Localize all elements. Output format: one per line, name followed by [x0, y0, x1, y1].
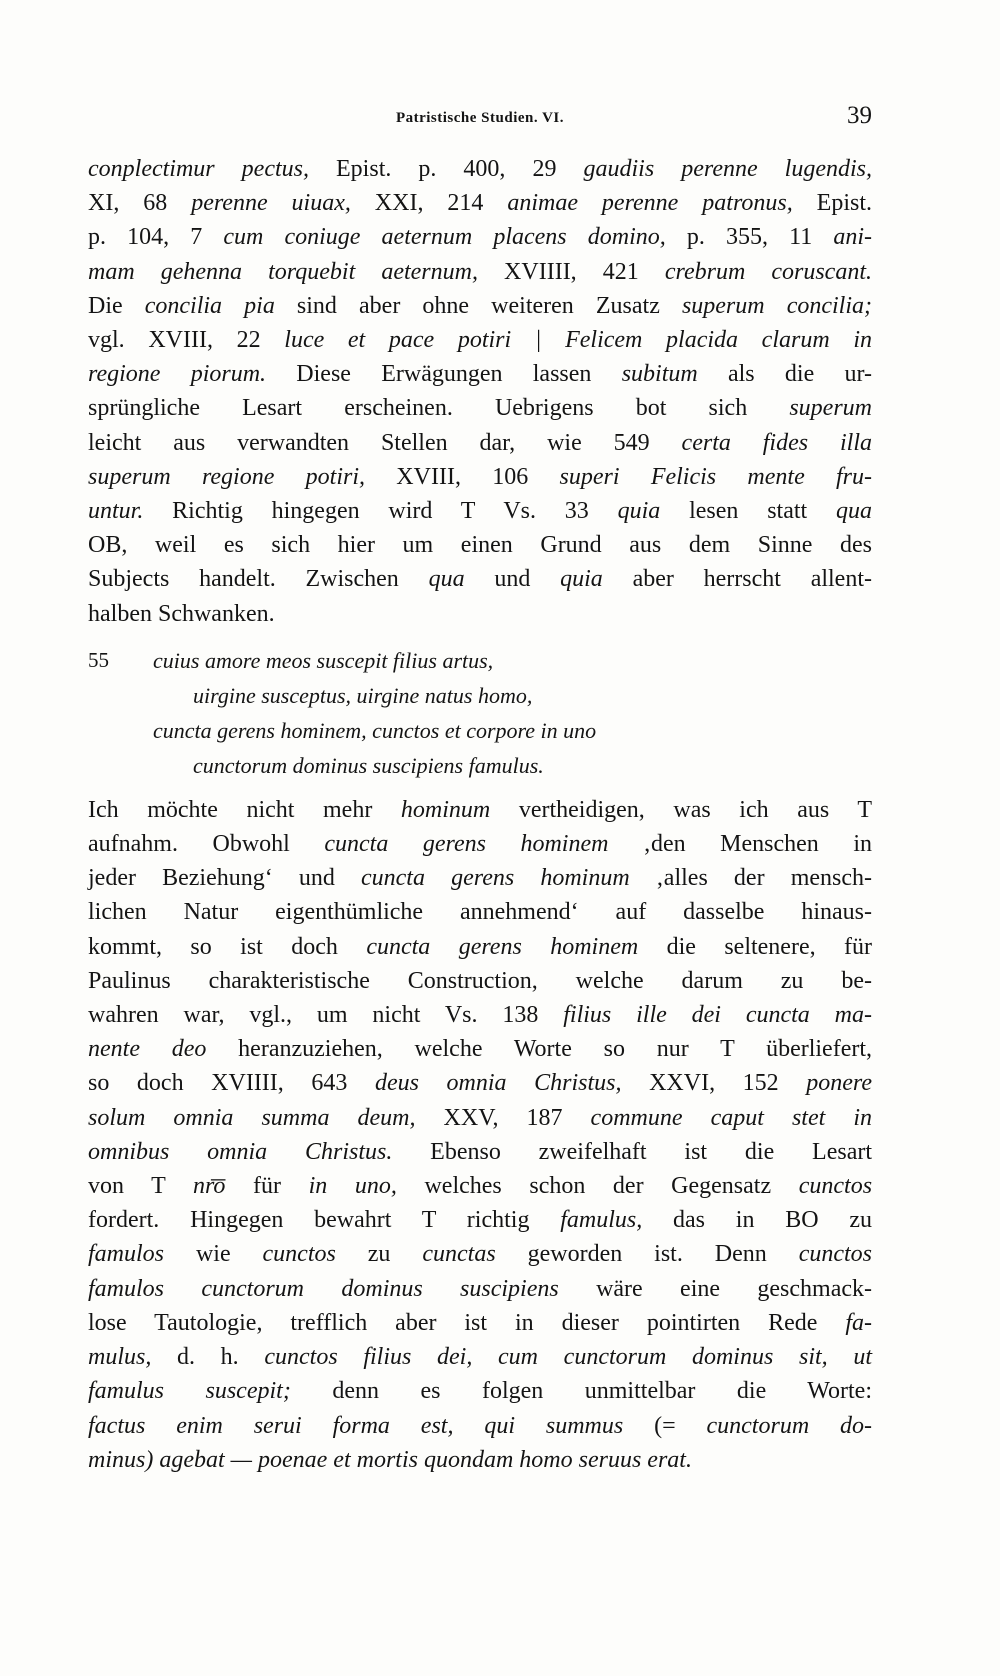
- italic-text: crebrum coruscant.: [664, 258, 873, 285]
- text-line: [88, 827, 872, 861]
- italic-text: cunctas: [422, 1241, 496, 1268]
- italic-text: filius ille dei cuncta ma-: [563, 1002, 872, 1029]
- roman-text: so doch XVIIII, 643: [88, 1070, 375, 1097]
- roman-text: aufnahm. Obwohl: [88, 831, 325, 858]
- italic-text: cunctos: [262, 1241, 336, 1268]
- roman-text: d. h.: [151, 1344, 265, 1371]
- roman-text: XVIIII, 421: [477, 258, 665, 285]
- roman-text: (=: [623, 1412, 707, 1439]
- italic-text: superum: [789, 395, 872, 422]
- text-line: [88, 357, 872, 391]
- roman-text: lesen statt: [660, 498, 836, 525]
- verse-number: 55: [88, 647, 109, 672]
- running-title: Patristische Studien. VI.: [395, 110, 565, 126]
- roman-text: von T: [88, 1173, 193, 1200]
- text-line: [88, 562, 872, 596]
- italic-text: cum coniuge aeternum placens domino,: [223, 224, 666, 251]
- text-line: [88, 1135, 872, 1169]
- text-line: [88, 597, 872, 631]
- text-line: [88, 1374, 872, 1408]
- roman-text: p. 104, 7: [88, 224, 224, 251]
- roman-text: die seltenere, für: [638, 933, 872, 960]
- roman-text: Diese Erwägungen lassen: [266, 361, 622, 388]
- italic-text: perenne uiuax,: [191, 190, 351, 217]
- text-line: [88, 1169, 872, 1203]
- roman-text: kommt, so ist doch: [88, 933, 367, 960]
- italic-text: ponere: [806, 1070, 873, 1097]
- roman-text: vertheidigen, was ich aus T: [490, 796, 872, 823]
- italic-text: famulos cunctorum dominus suscipiens: [88, 1275, 559, 1302]
- italic-text: mulus,: [88, 1344, 152, 1371]
- italic-text: nr͞o: [192, 1173, 226, 1200]
- roman-text: Epist. p. 400, 29: [308, 156, 584, 182]
- roman-text: lichen Natur eigenthümliche annehmend‘ auf dasselbe hinaus-: [88, 899, 872, 926]
- italic-text: hominum: [400, 796, 491, 823]
- roman-text: geworden ist. Denn: [495, 1241, 799, 1268]
- roman-text: Subjects handelt. Zwischen: [88, 566, 429, 593]
- roman-text: als die ur-: [697, 361, 872, 388]
- text-line: [88, 289, 872, 323]
- italic-text: qua: [428, 566, 465, 593]
- roman-text: aber herrscht allent-: [602, 566, 872, 593]
- text-line: [88, 895, 872, 929]
- page-header: [88, 102, 872, 132]
- roman-text: XVIII, 106: [365, 463, 560, 490]
- text-line: [88, 998, 872, 1032]
- italic-text: cuncta gerens hominem: [366, 933, 639, 960]
- text-line: [88, 1237, 872, 1271]
- roman-text: denn es folgen unmittelbar die Worte:: [290, 1378, 872, 1405]
- roman-text: wahren war, vgl., um nicht Vs. 138: [88, 1002, 564, 1029]
- roman-text: wie: [164, 1241, 263, 1268]
- roman-text: Ebenso zweifelhaft ist die Lesart: [392, 1138, 873, 1165]
- roman-text: Die: [88, 292, 145, 319]
- roman-text: XI, 68: [88, 190, 192, 217]
- roman-text: vgl. XVIII, 22: [88, 327, 285, 354]
- page-body: [88, 152, 872, 1477]
- text-line: [88, 1066, 872, 1100]
- italic-text: solum omnia summa deum,: [88, 1104, 416, 1131]
- italic-text: superum regione potiri,: [88, 463, 366, 490]
- verse-line-2: uirgine susceptus, uirgine natus homo,: [193, 682, 533, 708]
- roman-text: jeder Beziehung‘ und: [88, 865, 361, 892]
- italic-text: deus omnia Christus,: [374, 1070, 622, 1097]
- italic-text: luce et pace potiri | Felicem placida clarum in: [284, 327, 872, 354]
- text-line: [88, 494, 872, 528]
- italic-text: concilia pia: [144, 292, 275, 319]
- italic-text: superum concilia;: [681, 292, 872, 319]
- text-line: [88, 1203, 872, 1237]
- text-line: [88, 460, 872, 494]
- italic-text: famulus suscepit;: [88, 1378, 291, 1405]
- text-line: [88, 1032, 872, 1066]
- italic-text: nente deo: [88, 1036, 207, 1063]
- italic-text: omnibus omnia Christus.: [88, 1138, 393, 1165]
- roman-text: OB, weil es sich hier um einen Grund aus dem Sinne des: [88, 532, 872, 559]
- italic-text: minus) agebat — poenae et mortis quondam homo seruus erat.: [88, 1446, 692, 1473]
- italic-text: cunctos: [798, 1241, 872, 1268]
- roman-text: sprüngliche Lesart erscheinen. Uebrigens bot sich: [88, 395, 790, 422]
- verse-line-1: cuius amore meos suscepit filius artus,: [153, 647, 494, 673]
- italic-text: superi Felicis mente fru-: [559, 463, 873, 490]
- italic-text: gaudiis perenne lugendis,: [583, 156, 872, 182]
- text-line: [88, 1340, 872, 1374]
- text-line: [88, 220, 872, 254]
- italic-text: untur.: [88, 498, 144, 525]
- italic-text: cunctos filius dei, cum cunctorum dominus sit, ut: [264, 1344, 872, 1371]
- italic-text: famulos: [88, 1241, 165, 1268]
- italic-text: quia: [560, 566, 603, 593]
- roman-text: halben Schwanken.: [88, 600, 275, 627]
- text-line: [88, 255, 872, 289]
- italic-text: fa-: [845, 1309, 872, 1336]
- italic-text: cunctos: [798, 1173, 873, 1200]
- italic-text: certa fides illa: [681, 429, 872, 456]
- italic-text: in uno,: [308, 1173, 397, 1200]
- roman-text: XXVI, 152: [621, 1070, 807, 1097]
- italic-text: qua: [836, 498, 872, 525]
- roman-text: Ich möchte nicht mehr: [88, 796, 401, 823]
- text-line: [88, 186, 872, 220]
- text-line: [88, 930, 872, 964]
- roman-text: XXV, 187: [415, 1104, 591, 1131]
- roman-text: wäre eine geschmack-: [558, 1275, 872, 1302]
- paragraph-1: [88, 152, 872, 631]
- verse-block: [88, 643, 872, 783]
- text-line: [88, 1443, 872, 1477]
- text-line: [88, 391, 872, 425]
- text-line: [88, 793, 872, 827]
- italic-text: commune caput stet in: [590, 1104, 872, 1131]
- italic-text: cunctorum do-: [706, 1412, 873, 1439]
- italic-text: cuncta gerens hominum: [361, 865, 630, 892]
- italic-text: animae perenne patronus,: [507, 190, 793, 217]
- page-number: 39: [847, 102, 872, 129]
- verse-line-3: cuncta gerens hominem, cunctos et corpore in uno: [153, 717, 597, 743]
- text-line: [88, 528, 872, 562]
- roman-text: p. 355, 11: [665, 224, 834, 251]
- roman-text: und: [464, 566, 561, 593]
- roman-text: welches schon der Gegensatz: [396, 1173, 799, 1200]
- text-line: [88, 152, 872, 186]
- text-line: [88, 1306, 872, 1340]
- roman-text: sind aber ohne weiteren Zusatz: [274, 292, 682, 319]
- italic-text: conplectimur pectus,: [88, 156, 309, 182]
- text-line: [88, 861, 872, 895]
- roman-text: Epist.: [792, 190, 873, 217]
- paragraph-2: [88, 793, 872, 1477]
- roman-text: für: [225, 1173, 309, 1200]
- text-line: [88, 426, 872, 460]
- italic-text: cuncta gerens hominem: [324, 831, 609, 858]
- italic-text: famulus,: [560, 1207, 643, 1234]
- verse-line-4: cunctorum dominus suscipiens famulus.: [193, 752, 544, 778]
- italic-text: mam gehenna torquebit aeternum,: [88, 258, 478, 285]
- italic-text: quia: [617, 498, 661, 525]
- roman-text: Paulinus charakteristische Construction, welche darum zu be-: [88, 967, 872, 994]
- italic-text: ani-: [833, 224, 873, 251]
- text-line: [88, 323, 872, 357]
- roman-text: leicht aus verwandten Stellen dar, wie 549: [88, 429, 682, 456]
- roman-text: fordert. Hingegen bewahrt T richtig: [88, 1207, 561, 1234]
- text-line: [88, 1101, 872, 1135]
- roman-text: Richtig hingegen wird T Vs. 33: [143, 498, 618, 525]
- italic-text: factus enim serui forma est, qui summus: [88, 1412, 624, 1439]
- text-line: [88, 1409, 872, 1443]
- roman-text: das in BO zu: [642, 1207, 873, 1234]
- italic-text: regione piorum.: [88, 361, 267, 388]
- text-line: [88, 964, 872, 998]
- roman-text: XXI, 214: [350, 190, 508, 217]
- roman-text: ‚den Menschen in: [608, 831, 872, 858]
- text-line: [88, 1272, 872, 1306]
- roman-text: ‚alles der mensch-: [629, 865, 872, 892]
- italic-text: subitum: [621, 361, 698, 388]
- roman-text: heranzuziehen, welche Worte so nur T überliefert,: [206, 1036, 873, 1063]
- roman-text: zu: [335, 1241, 423, 1268]
- roman-text: lose Tautologie, trefflich aber ist in dieser pointirten Rede: [88, 1309, 846, 1336]
